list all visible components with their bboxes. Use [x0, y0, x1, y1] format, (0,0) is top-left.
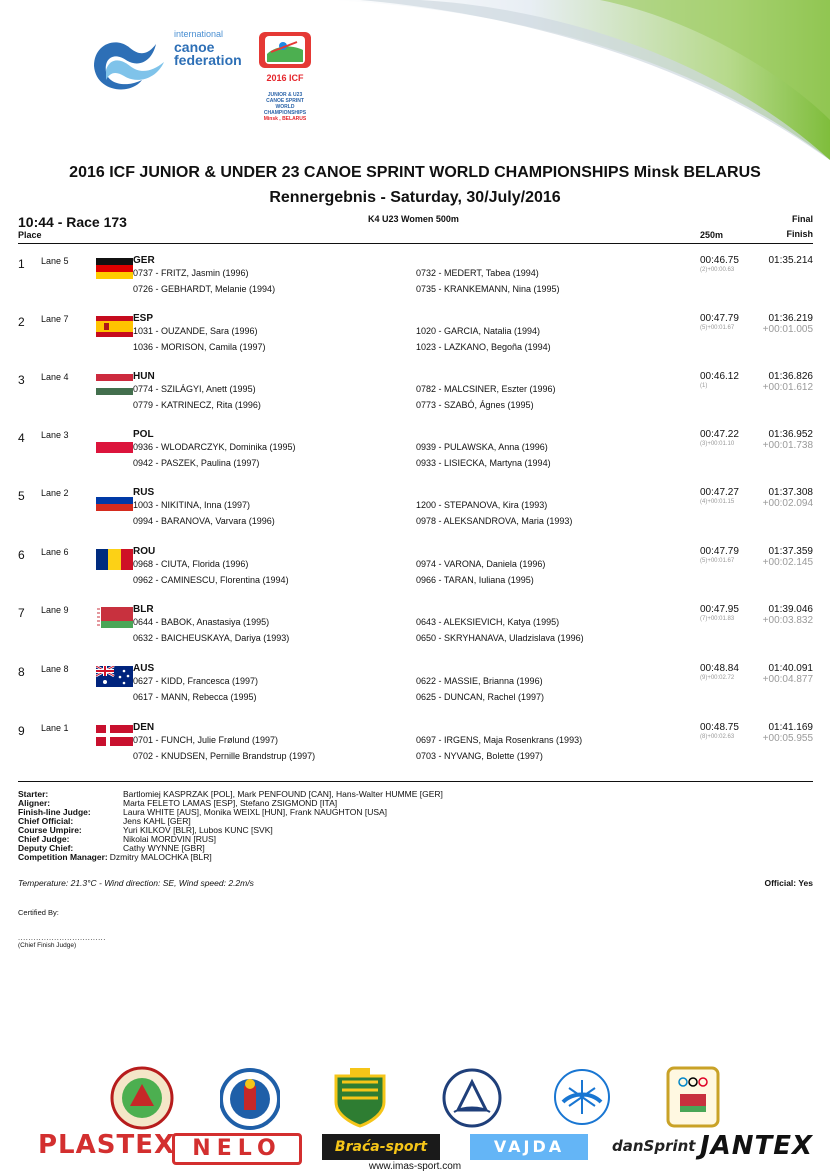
finish-time: 01:39.046 [768, 604, 813, 615]
header-divider [18, 243, 813, 244]
crew-member: 0966 - TARAN, Iuliana (1995) [416, 575, 534, 585]
lane-label: Lane 7 [41, 314, 69, 324]
crew-member: 0643 - ALEKSIEVICH, Katya (1995) [416, 617, 560, 627]
official-names: Marta FELETO LAMAS [ESP], Stefano ZSIGMOND [ITA] [123, 798, 338, 808]
crest-emblem-icon [110, 1066, 174, 1130]
place-number: 6 [18, 548, 25, 562]
sponsor-logo-braca-frame [322, 1134, 440, 1160]
signature-line: .................................. [18, 933, 106, 942]
certified-label: Certified By: [18, 908, 59, 917]
result-row [0, 543, 830, 601]
icf-logo [86, 22, 246, 102]
crew-member: 1023 - LAZKANO, Begoña (1994) [416, 342, 551, 352]
place-number: 4 [18, 431, 25, 445]
flag-hungary-icon [96, 374, 133, 395]
finish-time: 01:37.359 [768, 546, 813, 557]
coat-of-arms-icon [332, 1066, 388, 1128]
page-subtitle: Rennergebnis - Saturday, 30/July/2016 [269, 189, 561, 206]
crew-member: 1003 - NIKITINA, Inna (1997) [133, 500, 251, 510]
nation-code: HUN [133, 371, 155, 382]
nation-code: BLR [133, 604, 154, 615]
official-role: Chief Judge: [18, 834, 70, 844]
time-behind: +00:05.955 [762, 733, 813, 744]
place-number: 5 [18, 489, 25, 503]
place-number: 9 [18, 724, 25, 738]
nation-code: RUS [133, 487, 155, 498]
crest-emblem-icon [442, 1068, 502, 1128]
split-rank-diff: (4)+00:01.15 [700, 499, 735, 505]
event-logo-line2: JUNIOR & U23 [267, 92, 303, 98]
crew-member: 0962 - CAMINESCU, Florentina (1994) [133, 575, 289, 585]
result-row [0, 601, 830, 659]
crew-member: 0933 - LISIECKA, Martyna (1994) [416, 458, 551, 468]
split-time: 00:48.84 [700, 663, 739, 674]
crew-member: 1036 - MORISON, Camila (1997) [133, 342, 266, 352]
finish-time: 01:41.169 [768, 722, 813, 733]
official-role: Starter: [18, 789, 49, 799]
weather-info: Temperature: 21.3°C - Wind direction: SE, Wind speed: 2.2m/s [18, 878, 254, 888]
crew-member: 0703 - NYVANG, Bolette (1997) [416, 751, 543, 761]
sponsor-logo-plastex: PLASTEX [38, 1130, 176, 1160]
official-role: Finish-line Judge: [18, 807, 91, 817]
crew-member: 0774 - SZILÁGYI, Anett (1995) [133, 384, 256, 394]
official-role: Deputy Chief: [18, 843, 74, 853]
place-number: 8 [18, 665, 25, 679]
time-behind: +00:02.145 [762, 557, 813, 568]
flag-spain-icon [96, 316, 133, 337]
column-header-finish: Finish [786, 229, 813, 239]
official-row [18, 808, 387, 817]
crew-member: 0735 - KRANKEMANN, Nina (1995) [416, 284, 560, 294]
crew-member: 0697 - IRGENS, Maja Rosenkrans (1993) [416, 735, 583, 745]
official-names: Nikolai MORDVIN [RUS] [123, 834, 217, 844]
crew-member: 0650 - SKRYHANAVA, Uladzislava (1996) [416, 633, 584, 643]
icf-wave-icon [86, 22, 176, 102]
crew-member: 1031 - OUZANDE, Sara (1996) [133, 326, 258, 336]
time-behind: +00:01.005 [762, 324, 813, 335]
sponsor-logo-vajda: VAJDA [493, 1137, 565, 1156]
sponsor-logo-dansprint: danSprint [612, 1137, 696, 1155]
split-time: 00:46.12 [700, 371, 739, 382]
split-rank-diff: (7)+00:01.83 [700, 616, 735, 622]
place-number: 3 [18, 373, 25, 387]
crew-member: 0726 - GEBHARDT, Melanie (1994) [133, 284, 276, 294]
result-row [0, 252, 830, 310]
event-emblem-icon [255, 28, 315, 72]
official-status: Official: Yes [764, 878, 813, 888]
event-logo-line5: Minsk , BELARUS [263, 116, 307, 122]
lane-label: Lane 6 [41, 547, 69, 557]
crew-member: 0644 - BABOK, Anastasiya (1995) [133, 617, 270, 627]
crew-member: 0702 - KNUDSEN, Pernille Brandstrup (1997) [133, 751, 316, 761]
crew-member: 0632 - BAICHEUSKAYA, Dariya (1993) [133, 633, 290, 643]
place-number: 1 [18, 257, 25, 271]
crew-member: 0978 - ALEKSANDROVA, Maria (1993) [416, 516, 573, 526]
crew-member: 1200 - STEPANOVA, Kira (1993) [416, 500, 548, 510]
finish-time: 01:36.952 [768, 429, 813, 440]
flag-belarus-icon [96, 607, 133, 628]
official-names: Jens KAHL [GER] [123, 816, 191, 826]
event-logo-line4: WORLD CHAMPIONSHIPS [263, 104, 307, 116]
event-logo-line1: 2016 ICF [266, 73, 304, 83]
crew-member: 0974 - VARONA, Daniela (1996) [416, 559, 546, 569]
crew-member: 0782 - MALCSINER, Eszter (1996) [416, 384, 556, 394]
official-role: Aligner: [18, 798, 51, 808]
split-time: 00:48.75 [700, 722, 739, 733]
result-row [0, 426, 830, 484]
flag-australia-icon [96, 666, 133, 687]
official-names: Dzmitry MALOCHKA [BLR] [109, 852, 212, 862]
split-rank-diff: (3)+00:01.10 [700, 441, 735, 447]
finish-time: 01:37.308 [768, 487, 813, 498]
footer-url[interactable]: www.imas-sport.com [368, 1161, 462, 1172]
race-phase-label: Final [791, 214, 813, 224]
finish-time: 01:36.219 [768, 313, 813, 324]
crew-member: 0773 - SZABÓ, Ágnes (1995) [416, 400, 534, 410]
sponsor-logo-jantex: JANTEX [700, 1131, 814, 1161]
nation-code: ESP [133, 313, 154, 324]
flag-poland-icon [96, 432, 133, 453]
split-rank-diff: (5)+00:01.67 [700, 325, 735, 331]
time-behind: +00:01.738 [762, 440, 813, 451]
sponsor-logo-vajda-frame [470, 1134, 588, 1160]
time-behind: +00:04.877 [762, 674, 813, 685]
finish-time: 01:40.091 [768, 663, 813, 674]
split-time: 00:47.79 [700, 546, 739, 557]
official-names: Yuri KILKOV [BLR], Lubos KUNC [SVK] [123, 825, 273, 835]
split-rank-diff: (2)+00:00.63 [700, 267, 735, 273]
time-behind: +00:01.612 [762, 382, 813, 393]
split-rank-diff: (8)+00:02.63 [700, 734, 735, 740]
nation-code: POL [133, 429, 154, 440]
result-row [0, 660, 830, 718]
split-time: 00:47.27 [700, 487, 739, 498]
race-time-label: 10:44 - Race 173 [18, 214, 127, 230]
split-time: 00:47.22 [700, 429, 739, 440]
flag-denmark-icon [96, 725, 133, 746]
icf-logo-line3: federation [174, 52, 242, 68]
nation-code: ROU [133, 546, 156, 557]
crew-member: 1020 - GARCIA, Natalia (1994) [416, 326, 541, 336]
official-role: Chief Official: [18, 816, 74, 826]
olympic-committee-emblem-icon [666, 1066, 720, 1128]
result-row [0, 368, 830, 426]
event-logo-line3: CANOE SPRINT [266, 98, 304, 104]
flag-russia-icon [96, 490, 133, 511]
place-number: 7 [18, 606, 25, 620]
crew-member: 0779 - KATRINECZ, Rita (1996) [133, 400, 261, 410]
nation-code: DEN [133, 722, 155, 733]
crest-emblem-icon [220, 1068, 280, 1130]
crew-member: 0939 - PULAWSKA, Anna (1996) [416, 442, 548, 452]
split-rank-diff: (5)+00:01.67 [700, 558, 735, 564]
sponsor-logo-braca-sport: Braća-sport [334, 1139, 428, 1155]
chief-finish-judge-label: (Chief Finish Judge) [18, 942, 77, 949]
lane-label: Lane 3 [41, 430, 69, 440]
sponsor-logo-nelo: NELO [192, 1136, 282, 1161]
crew-member: 0936 - WLODARCZYK, Dominika (1995) [133, 442, 296, 452]
place-number: 2 [18, 315, 25, 329]
page-title: 2016 ICF JUNIOR & UNDER 23 CANOE SPRINT WORLD CHAMPIONSHIPS Minsk BELARUS [69, 164, 761, 181]
crew-member: 0627 - KIDD, Francesca (1997) [133, 676, 259, 686]
split-time: 00:46.75 [700, 255, 739, 266]
nation-code: AUS [133, 663, 155, 674]
crew-member: 0617 - MANN, Rebecca (1995) [133, 692, 257, 702]
official-row [18, 853, 212, 862]
finish-time: 01:36.826 [768, 371, 813, 382]
crew-member: 0701 - FUNCH, Julie Frølund (1997) [133, 735, 279, 745]
crew-member: 0994 - BARANOVA, Varvara (1996) [133, 516, 275, 526]
lane-label: Lane 5 [41, 256, 69, 266]
crew-member: 0625 - DUNCAN, Rachel (1997) [416, 692, 545, 702]
result-row [0, 719, 830, 777]
lane-label: Lane 8 [41, 664, 69, 674]
result-row [0, 310, 830, 368]
lane-label: Lane 9 [41, 605, 69, 615]
nation-code: GER [133, 255, 155, 266]
split-rank-diff: (1) [700, 383, 708, 389]
officials-divider [18, 781, 813, 782]
crew-member: 0737 - FRITZ, Jasmin (1996) [133, 268, 249, 278]
column-header-place: Place [18, 230, 42, 240]
lane-label: Lane 1 [41, 723, 69, 733]
crew-member: 0732 - MEDERT, Tabea (1994) [416, 268, 539, 278]
lane-label: Lane 4 [41, 372, 69, 382]
crew-member: 0968 - CIUTA, Florida (1996) [133, 559, 249, 569]
official-names: Bartlomiej KASPRZAK [POL], Mark PENFOUND [CAN], Hans-Walter HUMME [GER] [123, 789, 443, 799]
time-behind: +00:02.094 [762, 498, 813, 509]
event-logo [255, 28, 315, 122]
flag-germany-icon [96, 258, 133, 279]
lane-label: Lane 2 [41, 488, 69, 498]
icf-logo-line1: international [174, 29, 224, 39]
split-time: 00:47.79 [700, 313, 739, 324]
split-rank-diff: (9)+00:02.72 [700, 675, 735, 681]
official-role: Course Umpire: [18, 825, 82, 835]
official-names: Cathy WYNNE [GBR] [123, 843, 205, 853]
race-event-label: K4 U23 Women 500m [368, 214, 459, 224]
federation-emblem-icon [553, 1068, 611, 1126]
official-role: Competition Manager: [18, 852, 108, 862]
finish-time: 01:35.214 [768, 255, 813, 266]
split-time: 00:47.95 [700, 604, 739, 615]
icf-logo-line2: canoe [174, 39, 215, 55]
crew-member: 0942 - PASZEK, Paulina (1997) [133, 458, 260, 468]
flag-romania-icon [96, 549, 133, 570]
column-header-split: 250m [700, 230, 724, 240]
official-names: Laura WHITE [AUS], Monika WEIXL [HUN], Frank NAUGHTON [USA] [123, 807, 388, 817]
result-row [0, 484, 830, 542]
crew-member: 0622 - MASSIE, Brianna (1996) [416, 676, 543, 686]
time-behind: +00:03.832 [762, 615, 813, 626]
